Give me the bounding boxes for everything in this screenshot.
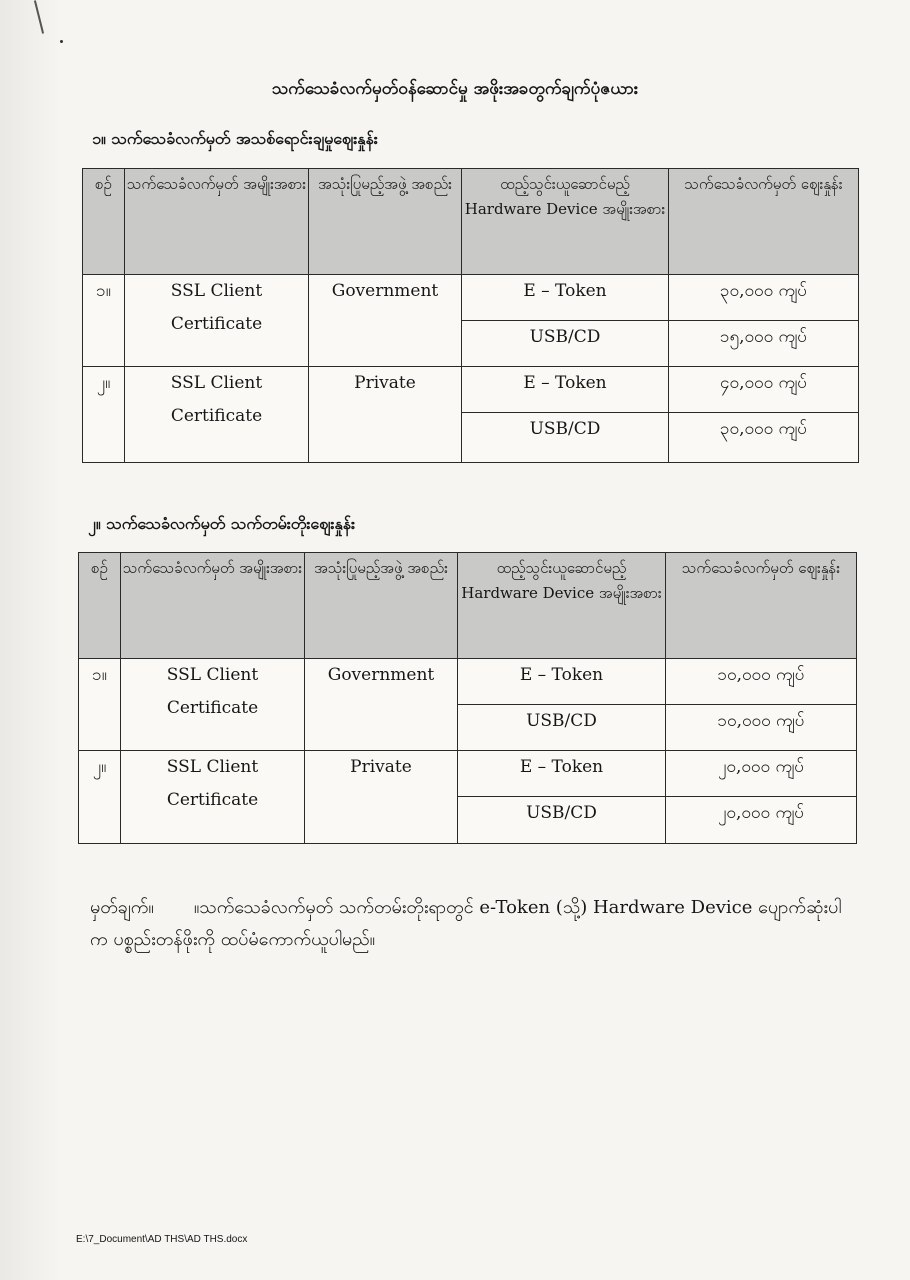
row-number: ၁။	[83, 275, 125, 367]
row-number: ၁။	[79, 659, 121, 751]
price-cell: ၂၀,၀၀၀ ကျပ်	[666, 751, 857, 797]
device-cell: USB/CD	[458, 705, 666, 751]
page-shadow	[0, 0, 62, 1280]
price-cell: ၁၀,၀၀၀ ကျပ်	[666, 659, 857, 705]
header-organization: အသုံးပြုမည့်အဖွဲ့ အစည်း	[309, 169, 462, 275]
section-1-heading: ၁။ သက်သေခံလက်မှတ် အသစ်ရောင်းချမှုဈေးနှုန်း	[92, 129, 378, 148]
header-organization: အသုံးပြုမည့်အဖွဲ့ အစည်း	[305, 553, 458, 659]
cert-type-cell: SSL Client Certificate	[125, 367, 309, 463]
device-cell: E – Token	[462, 275, 669, 321]
device-cell: USB/CD	[462, 413, 669, 463]
cert-type-cell: SSL Client Certificate	[121, 751, 305, 844]
document-title: သက်သေခံလက်မှတ်ဝန်ဆောင်မှု အဖိုးအခတွက်ချက်ပုံဇယား	[271, 79, 639, 99]
header-device-type: ထည့်သွင်းယူဆောင်မည့် Hardware Device အမျိုးအစား	[462, 169, 669, 275]
cert-type-cell: SSL Client Certificate	[121, 659, 305, 751]
new-certificate-fee-table	[82, 168, 859, 463]
note-text: ။သက်သေခံလက်မှတ် သက်တမ်းတိုးရာတွင် e-Token (သို့) Hardware Device ပျောက်ဆုံးပါက ပစ္စည်းတန်ဖိုးကို ထပ်မံကောက်ယူပါမည်။	[90, 897, 842, 950]
header-no: စဉ်	[83, 169, 125, 275]
device-cell: USB/CD	[458, 797, 666, 844]
table-header-row	[79, 553, 857, 659]
device-cell: E – Token	[458, 751, 666, 797]
header-no: စဉ်	[79, 553, 121, 659]
note-label: မှတ်ချက်။	[90, 897, 154, 918]
organization-cell: Government	[305, 659, 458, 751]
table-row	[83, 367, 859, 413]
header-price: သက်သေခံလက်မှတ် ဈေးနှုန်း	[666, 553, 857, 659]
header-cert-type: သက်သေခံလက်မှတ် အမျိုးအစား	[121, 553, 305, 659]
renewal-fee-table	[78, 552, 857, 844]
table-header-row	[83, 169, 859, 275]
price-cell: ၁၅,၀၀၀ ကျပ်	[669, 321, 859, 367]
row-number: ၂။	[79, 751, 121, 844]
header-price: သက်သေခံလက်မှတ် ဈေးနှုန်း	[669, 169, 859, 275]
table-row	[79, 659, 857, 705]
table-row	[83, 275, 859, 321]
header-device-type: ထည့်သွင်းယူဆောင်မည့် Hardware Device အမျိုးအစား	[458, 553, 666, 659]
price-cell: ၃၀,၀၀၀ ကျပ်	[669, 413, 859, 463]
price-cell: ၁၀,၀၀၀ ကျပ်	[666, 705, 857, 751]
section-2-heading: ၂။ သက်သေခံလက်မှတ် သက်တမ်းတိုးဈေးနှုန်း	[88, 514, 356, 533]
price-cell: ၄၀,၀၀၀ ကျပ်	[669, 367, 859, 413]
device-cell: USB/CD	[462, 321, 669, 367]
footer-file-path: E:\7_Document\AD THS\AD THS.docx	[76, 1234, 248, 1245]
device-cell: E – Token	[462, 367, 669, 413]
organization-cell: Private	[309, 367, 462, 463]
price-cell: ၃၀,၀၀၀ ကျပ်	[669, 275, 859, 321]
table-row	[79, 751, 857, 797]
organization-cell: Government	[309, 275, 462, 367]
device-cell: E – Token	[458, 659, 666, 705]
note-paragraph	[90, 892, 850, 956]
paper-speck	[60, 40, 63, 43]
cert-type-cell: SSL Client Certificate	[125, 275, 309, 367]
header-cert-type: သက်သေခံလက်မှတ် အမျိုးအစား	[125, 169, 309, 275]
organization-cell: Private	[305, 751, 458, 844]
price-cell: ၂၀,၀၀၀ ကျပ်	[666, 797, 857, 844]
row-number: ၂။	[83, 367, 125, 463]
